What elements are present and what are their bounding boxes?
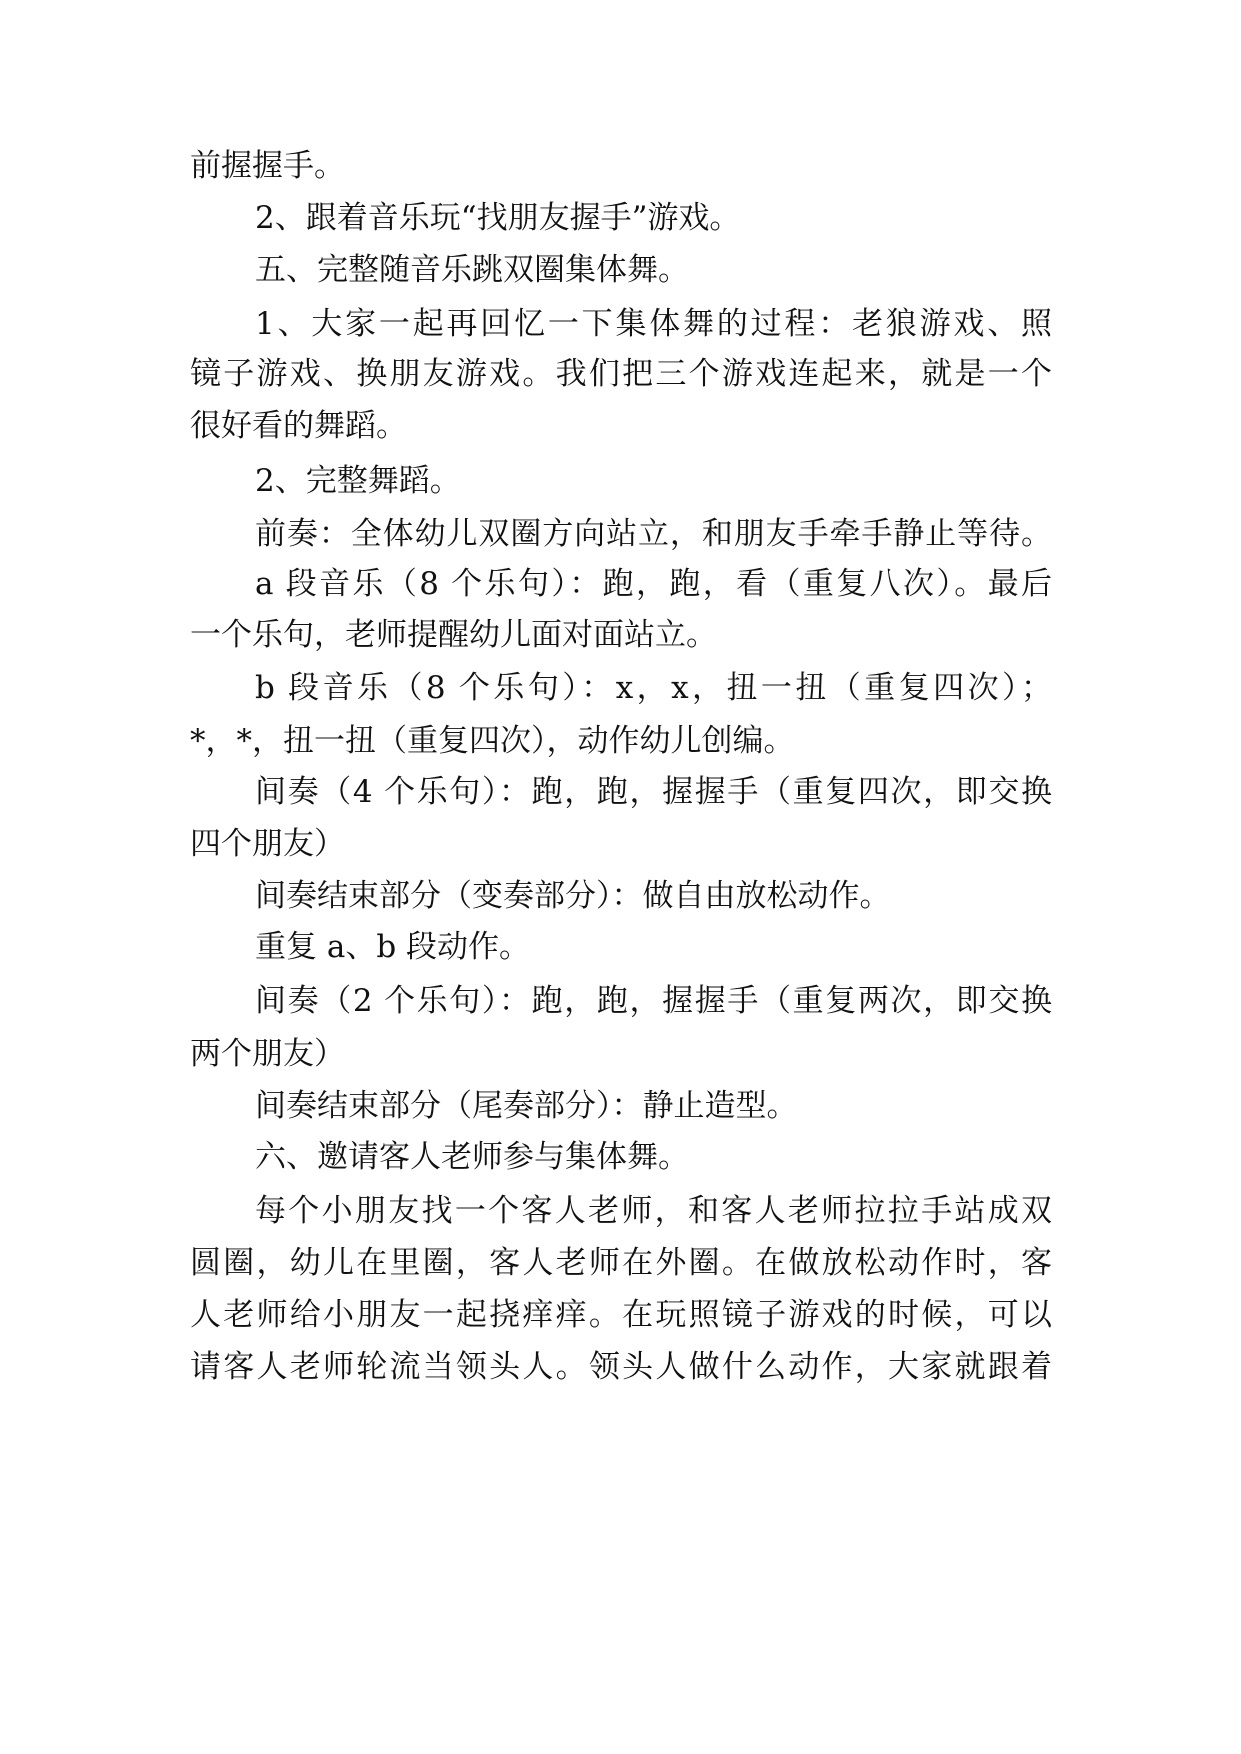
text-line: 两个朋友） <box>190 1036 345 1072</box>
text-line: 每个小朋友找一个客人老师，和客人老师拉拉手站成双 <box>255 1193 1052 1229</box>
text-line: 人老师给小朋友一起挠痒痒。在玩照镜子游戏的时候，可以 <box>190 1297 1052 1333</box>
text-line: 前握握手。 <box>190 148 345 184</box>
text-line: 重复 a、b 段动作。 <box>255 929 531 965</box>
text-line: a 段音乐（8 个乐句）：跑，跑，看（重复八次）。最后 <box>255 566 1052 602</box>
text-line: 间奏结束部分（变奏部分）：做自由放松动作。 <box>255 878 891 914</box>
text-line: 四个朋友） <box>190 826 345 862</box>
text-line: *，*，扭一扭（重复四次），动作幼儿创编。 <box>190 723 795 759</box>
text-line: 间奏（4 个乐句）：跑，跑，握握手（重复四次，即交换 <box>255 774 1052 810</box>
text-line: 圆圈，幼儿在里圈，客人老师在外圈。在做放松动作时，客 <box>190 1245 1052 1281</box>
text-line: 2、跟着音乐玩“找朋友握手”游戏。 <box>255 200 741 236</box>
text-line: 间奏结束部分（尾奏部分）：静止造型。 <box>255 1088 798 1124</box>
text-line: 请客人老师轮流当领头人。领头人做什么动作，大家就跟着 <box>190 1349 1052 1385</box>
section-heading: 五、完整随音乐跳双圈集体舞。 <box>255 252 689 288</box>
text-line: 间奏（2 个乐句）：跑，跑，握握手（重复两次，即交换 <box>255 983 1052 1019</box>
text-line: b 段音乐（8 个乐句）：x，x，扭一扭（重复四次）； <box>255 670 1052 706</box>
text-line: 很好看的舞蹈。 <box>190 408 407 444</box>
text-line: 2、完整舞蹈。 <box>255 463 461 499</box>
text-line: 1、大家一起再回忆一下集体舞的过程：老狼游戏、照 <box>255 306 1052 342</box>
text-line: 前奏：全体幼儿双圈方向站立，和朋友手牵手静止等待。 <box>255 516 1052 552</box>
text-line: 一个乐句，老师提醒幼儿面对面站立。 <box>190 617 717 653</box>
text-line: 镜子游戏、换朋友游戏。我们把三个游戏连起来，就是一个 <box>190 356 1052 392</box>
section-heading: 六、邀请客人老师参与集体舞。 <box>255 1139 689 1175</box>
